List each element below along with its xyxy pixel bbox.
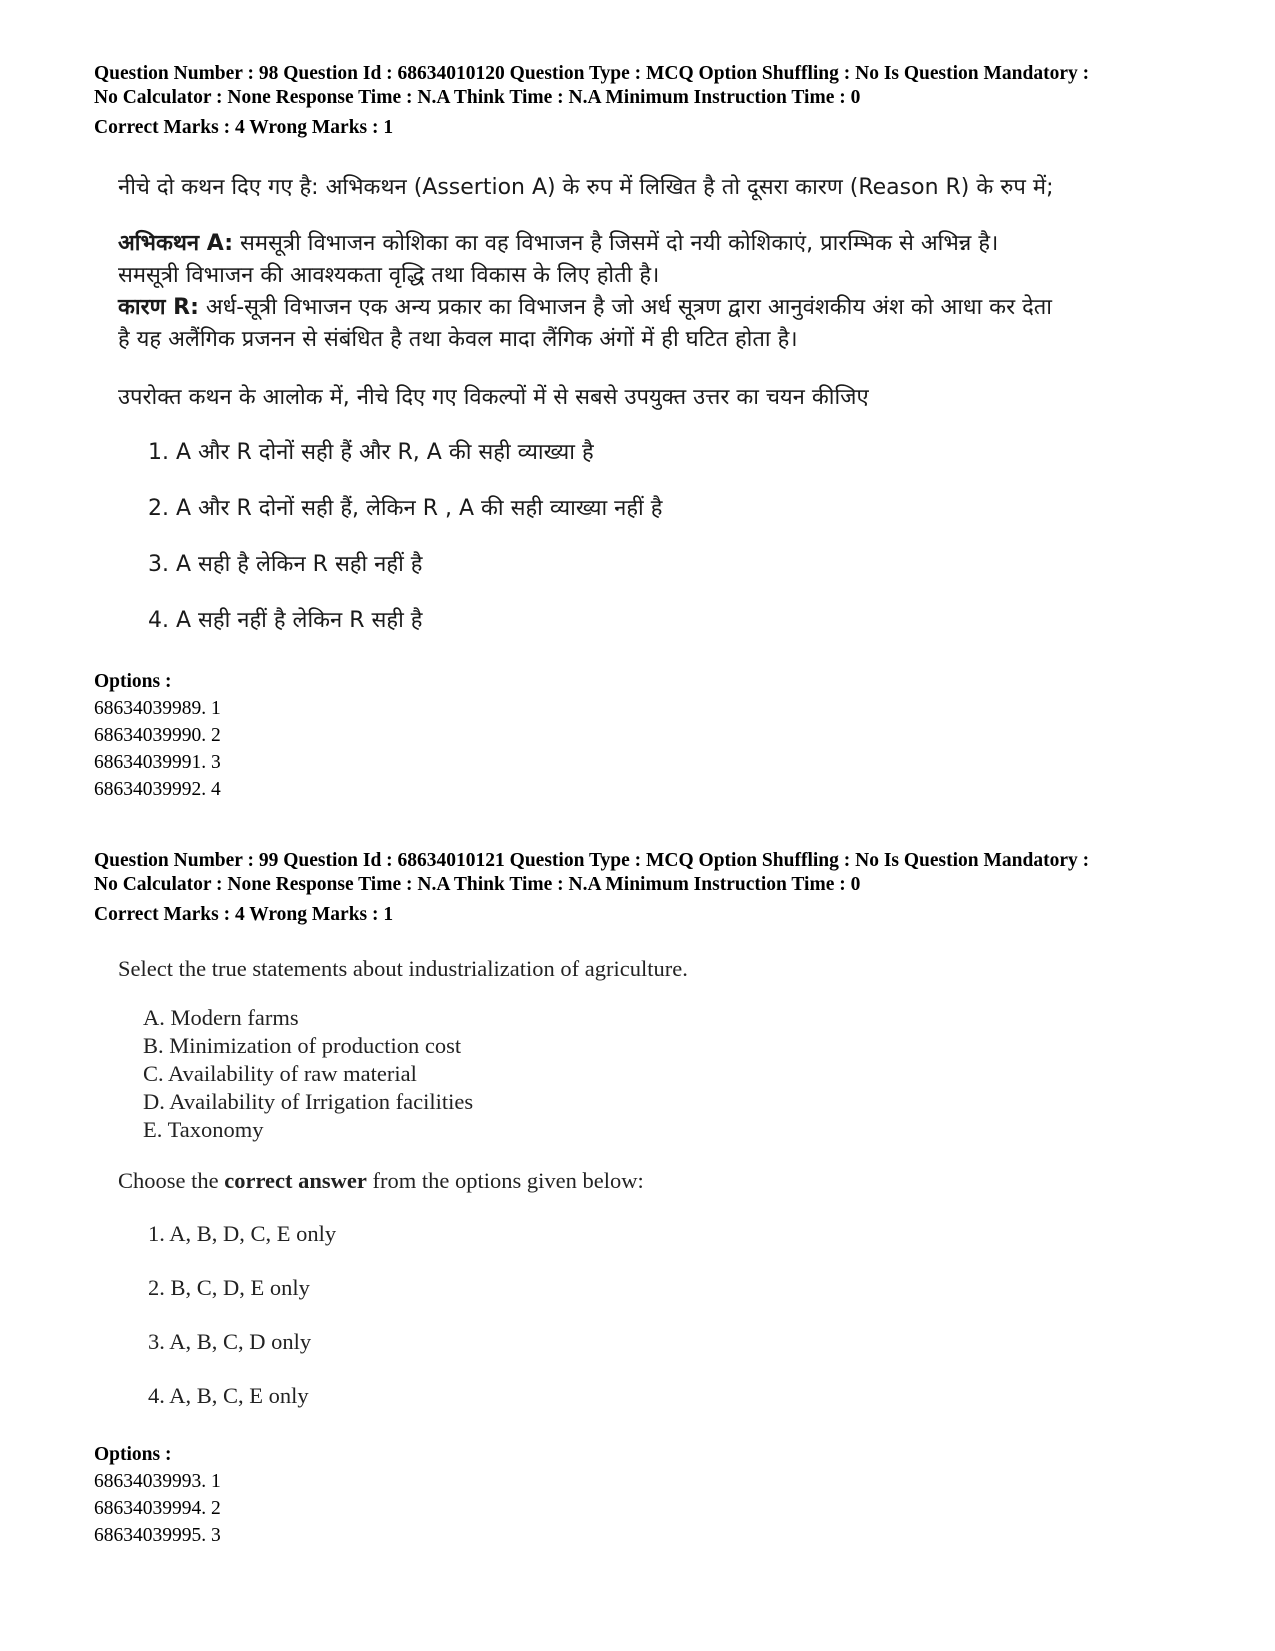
q98-choice-2: 2. A और R दोनों सही हैं, लेकिन R , A की सही व्याख्या नहीं है: [148, 496, 663, 521]
q98-option-id-4: 68634039992. 4: [94, 779, 221, 800]
q99-choice-4: 4. A, B, C, E only: [148, 1383, 309, 1408]
q99-choose-line: [118, 1167, 644, 1195]
q99-meta-line1: Question Number : 99 Question Id : 68634010121 Question Type : MCQ Option Shuffling : No Is Question Mandatory :: [94, 850, 1090, 871]
q99-options-label: Options :: [94, 1444, 172, 1465]
q99-item-d: D. Availability of Irrigation facilities: [143, 1089, 474, 1114]
q98-option-id-1: 68634039989. 1: [94, 698, 221, 719]
q98-reason-label: कारण R:: [118, 295, 199, 320]
q98-prompt: उपरोक्त कथन के आलोक में, नीचे दिए गए विकल्पों में से सबसे उपयुक्त उत्तर का चयन कीजिए: [118, 385, 869, 410]
q98-options-label: Options :: [94, 671, 172, 692]
q99-option-id-2: 68634039994. 2: [94, 1498, 221, 1519]
q99-meta: [94, 849, 1224, 897]
q99-choose-bold: correct answer: [224, 1168, 367, 1193]
q99-marks: Correct Marks : 4 Wrong Marks : 1: [94, 904, 394, 925]
q99-item-b: B. Minimization of production cost: [143, 1033, 462, 1058]
q98-reason-line1: [118, 292, 1052, 324]
q99-item-c: C. Availability of raw material: [143, 1061, 417, 1086]
q98-option-id-2: 68634039990. 2: [94, 725, 221, 746]
q99-option-id-1: 68634039993. 1: [94, 1471, 221, 1492]
q98-marks: Correct Marks : 4 Wrong Marks : 1: [94, 117, 394, 138]
q98-meta-line2: No Calculator : None Response Time : N.A Think Time : N.A Minimum Instruction Time : 0: [94, 87, 861, 108]
q99-choose-post: from the options given below:: [366, 1168, 644, 1193]
q98-choice-1: 1. A और R दोनों सही हैं और R, A की सही व्याख्या है: [148, 440, 594, 465]
q99-item-e: E. Taxonomy: [143, 1117, 264, 1142]
q98-choice-3: 3. A सही है लेकिन R सही नहीं है: [148, 552, 423, 577]
q99-option-id-3: 68634039995. 3: [94, 1525, 221, 1546]
q98-reason-text1: अर्ध-सूत्री विभाजन एक अन्य प्रकार का विभाजन है जो अर्ध सूत्रण द्वारा आनुवंशकीय अंश को आधा कर देता: [198, 295, 1052, 320]
q98-assertion-line2: समसूत्री विभाजन की आवश्यकता वृद्धि तथा विकास के लिए होती है।: [118, 263, 660, 288]
q98-assertion-text1: समसूत्री विभाजन कोशिका का वह विभाजन है जिसमें दो नयी कोशिकाएं, प्रारम्भिक से अभिन्न है।: [233, 231, 999, 256]
q98-assertion-line1: [118, 228, 998, 260]
q98-reason-line2: है यह अलैंगिक प्रजनन से संबंधित है तथा केवल मादा लैंगिक अंगों में ही घटित होता है।: [118, 327, 798, 352]
q98-choice-4: 4. A सही नहीं है लेकिन R सही है: [148, 608, 423, 633]
q98-intro: नीचे दो कथन दिए गए है: अभिकथन (Assertion A) के रुप में लिखित है तो दूसरा कारण (Reason R) के रुप में;: [118, 175, 1054, 200]
q99-stem: Select the true statements about industrialization of agriculture.: [118, 956, 688, 981]
q98-option-id-3: 68634039991. 3: [94, 752, 221, 773]
q99-meta-line2: No Calculator : None Response Time : N.A Think Time : N.A Minimum Instruction Time : 0: [94, 874, 861, 895]
q98-meta-line1: Question Number : 98 Question Id : 68634010120 Question Type : MCQ Option Shuffling : No Is Question Mandatory :: [94, 63, 1090, 84]
q99-choice-1: 1. A, B, D, C, E only: [148, 1221, 337, 1246]
q98-meta: [94, 62, 1224, 110]
q99-item-a: A. Modern farms: [143, 1005, 299, 1030]
q99-choice-3: 3. A, B, C, D only: [148, 1329, 312, 1354]
q98-assertion-label: अभिकथन A:: [118, 231, 234, 256]
q99-choose-pre: Choose the: [118, 1168, 225, 1193]
q99-choice-2: 2. B, C, D, E only: [148, 1275, 310, 1300]
